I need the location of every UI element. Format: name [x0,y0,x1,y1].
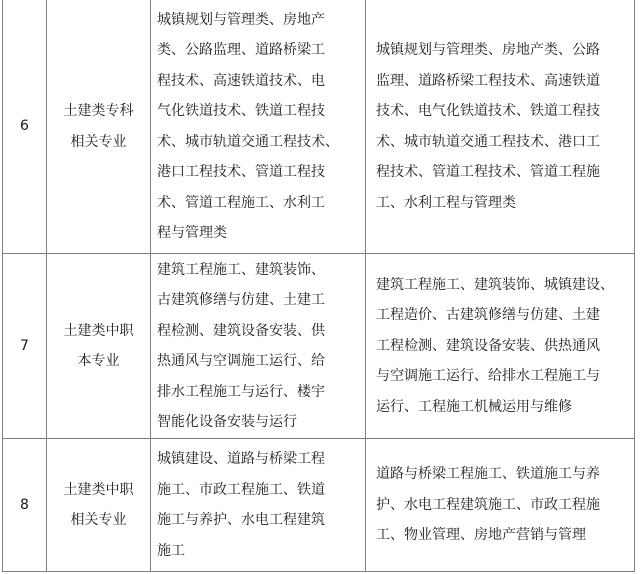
related-specialty-list [366,254,635,439]
list-line: 工、物业管理、房地产营销与管理 [376,527,586,544]
list-line: 城镇规划与管理类、房地产 [157,11,325,28]
list-line: 智能化设备安装与运行 [157,414,297,430]
list-line: 与空调施工运行、给排水工程施工与 [376,368,600,385]
specialty-list [151,439,366,572]
list-line: 古建筑修缮与仿建、土建工 [157,292,325,308]
list-line: 工程造价、古建筑修缮与仿建、土建 [376,307,600,324]
list-line: 程检测、建筑设备安装、供 [157,322,325,339]
category-line: 相关专业 [70,133,127,150]
specialty-category [47,0,151,254]
list-line: 建筑工程施工、建筑装饰、 [157,261,325,278]
related-specialty-list [366,0,635,254]
specialty-category [47,439,151,572]
category-line: 本专业 [77,353,120,369]
list-line: 类、公路监理、道路桥梁工 [157,42,325,58]
table-row [3,439,635,572]
list-line: 施工 [157,542,185,559]
list-line: 热通风与空调施工运行、给 [157,353,325,369]
row-number: 8 [3,439,47,572]
list-line: 工、水利工程与管理类 [376,194,516,211]
specialty-category [47,254,151,439]
list-line: 程技术、管道工程技术、管道工程施 [376,164,600,180]
list-line: 建筑工程施工、建筑装饰、城镇建设、 [376,276,614,293]
row-number: 6 [3,0,47,254]
list-line: 术、城市轨道交通工程技术、 [157,133,339,150]
list-line: 程技术、高速铁道技术、电 [157,72,325,89]
list-line: 程与管理类 [157,225,227,241]
row-number: 7 [3,254,47,439]
table-row [3,0,635,254]
related-specialty-list [366,439,635,572]
list-line: 施工、市政工程施工、铁道 [157,481,325,498]
specialty-list [151,254,366,439]
list-line: 技术、电气化铁道技术、铁道工程技 [376,103,600,119]
table-row [3,254,635,439]
list-line: 术、管道工程施工、水利工 [157,194,325,211]
list-line: 港口工程技术、管道工程技 [157,164,325,180]
list-line: 护、水电工程建筑施工、市政工程施 [376,496,600,513]
list-line: 监理、道路桥梁工程技术、高速铁道 [376,72,600,89]
list-line: 城镇规划与管理类、房地产类、公路 [376,42,600,58]
list-line: 运行、工程施工机械运用与维修 [376,398,572,415]
list-line: 气化铁道技术、铁道工程技 [157,103,325,119]
specialty-table [2,0,635,572]
list-line: 城镇建设、道路与桥梁工程 [157,451,325,467]
specialty-list [151,0,366,254]
category-line: 土建类中职 [63,481,134,498]
category-line: 相关专业 [70,512,127,528]
category-line: 土建类专科 [63,103,134,119]
list-line: 排水工程施工与运行、楼宇 [157,383,325,400]
list-line: 道路与桥梁工程施工、铁道施工与养 [376,466,600,483]
list-line: 工程检测、建筑设备安装、供热通风 [376,337,600,354]
list-line: 术、城市轨道交通工程技术、港口工 [376,133,600,150]
category-line: 土建类中职 [63,322,134,339]
list-line: 施工与养护、水电工程建筑 [157,512,325,528]
